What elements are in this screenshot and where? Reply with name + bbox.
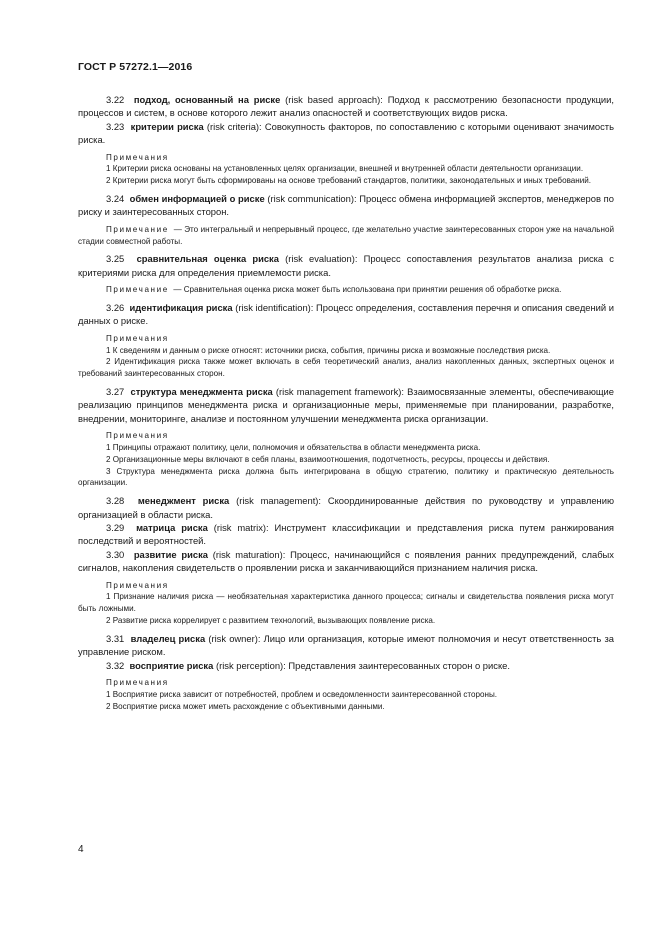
notes-heading: Примечания [106, 152, 169, 162]
note: 2 Идентификация риска также может включать в себя теоретический анализ, анализ накопленных данных, экспертных оценок и требований заинтересованных сторон. [78, 357, 614, 379]
notes-heading: Примечания [106, 678, 169, 688]
notes-heading: Примечания [106, 580, 169, 590]
term-3-22: 3.22 подход, основанный на риске (risk based approach): Подход к рассмотрению безопасности продукции, процессов и систем, в основе которого лежит анализ опасностей и соответствующих видов риска. [78, 94, 615, 119]
notes-heading: Примечания [106, 431, 169, 441]
term-3-24: 3.24 обмен информацией о риске (risk communication): Процесс обмена информацией экспертов, менеджеров по риску и заинтересованных сторон. [78, 193, 614, 218]
notes-heading: Примечания [106, 333, 169, 343]
note: 1 К сведениям и данным о риске относят: источники риска, события, причины риска и возможные последствия риска. [106, 345, 551, 355]
page-number: 4 [78, 844, 84, 855]
note: 2 Критерии риска могут быть сформированы на основе требований стандартов, политики, законодательных и иных требований. [106, 176, 592, 186]
note: 2 Организационные меры включают в себя планы, взаимоотношения, подотчетность, ресурсы, процессы и действия. [106, 454, 550, 464]
term-3-28: 3.28 менеджмент риска (risk management): Скоординированные действия по руководству и управлению организацией в области риска. [78, 495, 614, 520]
term-3-30: 3.30 развитие риска (risk maturation): Процесс, начинающийся с появления ранних предупреждений, слабых сигналов, накопления свидетельств о проявлении риска и заканчивающийся признанием наличия риска. [78, 548, 614, 574]
term-3-31: 3.31 владелец риска (risk owner): Лицо или организация, которые имеют полномочия и несут ответственность за управление риском. [78, 632, 614, 658]
term-3-23: 3.23 критерии риска (risk criteria): Совокупность факторов, по сопоставлению с которыми оценивают значимость риска. [78, 120, 614, 146]
term-3-32: 3.32 восприятие риска (risk perception): Представления заинтересованных сторон о риске. [106, 659, 510, 671]
term-3-26: 3.26 идентификация риска (risk identification): Процесс определения, составления перечня и описания сведений и данных о риске. [78, 302, 615, 327]
note: Примечание — Это интегральный и непрерывный процесс, где желательно участие заинтересованных сторон уже на начальной стадии совместной работы. [78, 224, 614, 246]
note: 2 Развитие риска коррелирует с развитием технологий, вызывающих появление риска. [106, 616, 436, 626]
note: 3 Структура менеджмента риска должна быть интегрирована в общую стратегию, политику и практическую деятельность организации. [78, 466, 614, 488]
term-3-29: 3.29 матрица риска (risk matrix): Инструмент классификации и представления риска путем ранжирования последствий и вероятностей. [78, 522, 615, 547]
term-3-27: 3.27 структура менеджмента риска (risk management framework): Взаимосвязанные элементы, обеспечивающие реализацию принципов менеджмента риска и организационные меры, применяемые при планировании, разработке, внедрении, мониторинге, анализе и постоянном улучшении менеджмента риска организации. [78, 386, 615, 424]
term-3-25: 3.25 сравнительная оценка риска (risk evaluation): Процесс сопоставления результатов анализа риска с критериями риска для определения приемлемости риска. [78, 253, 614, 278]
document-body [78, 93, 614, 712]
note: 2 Восприятие риска может иметь расхождение с объективными данными. [106, 701, 385, 711]
document-header: ГОСТ Р 57272.1—2016 [78, 61, 193, 73]
note: 1 Восприятие риска зависит от потребностей, проблем и осведомленности заинтересованной стороны. [106, 689, 498, 699]
note: 1 Признание наличия риска — необязательная характеристика данного процесса; сигналы и свидетельства появления риска могут быть ложными. [78, 592, 614, 614]
note: 1 Принципы отражают политику, цели, полномочия и обязательства в области менеджмента риска. [106, 443, 481, 453]
note: 1 Критерии риска основаны на установленных целях организации, внешней и внутренней области деятельности организации. [106, 164, 584, 174]
note: Примечание — Сравнительная оценка риска может быть использована при принятии решения об обработке риска. [106, 285, 562, 295]
